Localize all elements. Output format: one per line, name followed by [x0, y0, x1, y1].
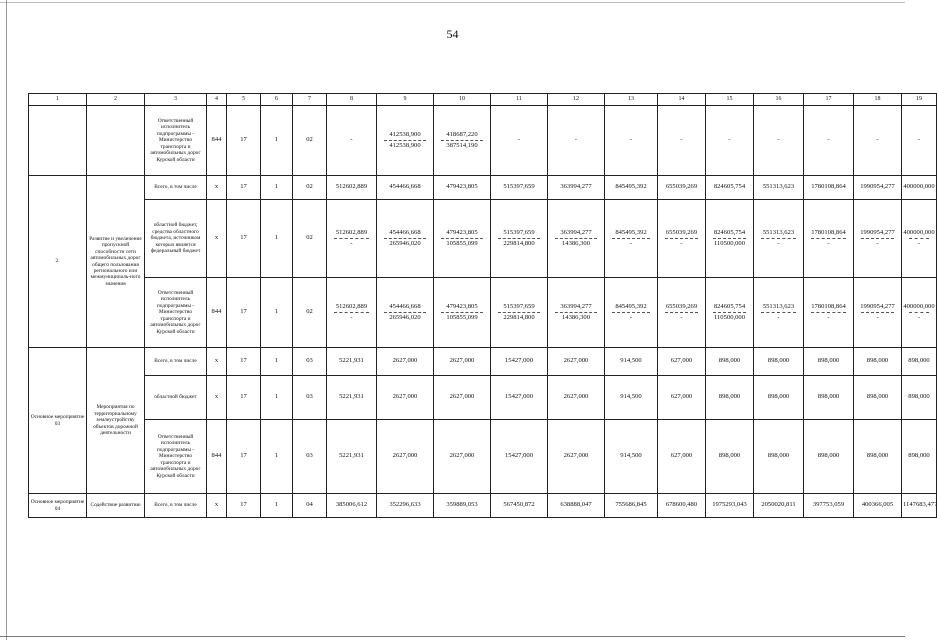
item-description: Мероприятия по территориальному землеустройству объектов дорожной деятельности	[87, 348, 145, 494]
item-number: Основное мероприятие 03	[29, 348, 87, 494]
value-cell: 400000,000 -	[902, 200, 937, 278]
value-cell: 551313,623	[754, 176, 804, 200]
value-cell: 454466,668 265946,020	[377, 278, 434, 348]
value-cell: 914,500	[605, 376, 658, 420]
value-cell: 914,500	[605, 420, 658, 494]
value-cell: 898,000	[804, 348, 854, 376]
budget-source-label: областной бюджет	[145, 376, 207, 420]
code-cell: 17	[227, 200, 261, 278]
value-cell: 363994,277 14386,300	[548, 200, 605, 278]
header-cell: 15	[706, 94, 754, 106]
total-label: Всего, в том числе	[145, 176, 207, 200]
value-cell: 898,000	[804, 420, 854, 494]
header-cell: 8	[327, 94, 377, 106]
code-cell: 17	[227, 106, 261, 176]
value-cell: 418687,220 387514,190	[434, 106, 491, 176]
value-cell: 454466,668 265946,020	[377, 200, 434, 278]
value-cell: 824605,754	[706, 176, 754, 200]
value-cell: 898,000	[804, 376, 854, 420]
code-cell: 02	[293, 278, 327, 348]
code-cell: x	[207, 200, 227, 278]
value-cell: 845495,392 -	[605, 200, 658, 278]
value-cell: 1975293,043	[706, 494, 754, 518]
value-cell: 15427,000	[491, 348, 548, 376]
value-cell: -	[605, 106, 658, 176]
header-cell: 1	[29, 94, 87, 106]
value-cell: 15427,000	[491, 376, 548, 420]
scan-bottom-edge	[0, 636, 905, 637]
code-cell: 1	[261, 200, 293, 278]
value-cell: -	[754, 106, 804, 176]
code-cell: 02	[293, 176, 327, 200]
value-cell: 898,000	[754, 376, 804, 420]
table-row	[29, 494, 937, 518]
code-cell: 1	[261, 420, 293, 494]
value-cell: 363994,277	[548, 176, 605, 200]
value-cell: 512602,889 -	[327, 278, 377, 348]
value-cell: 567450,872	[491, 494, 548, 518]
code-cell: 17	[227, 376, 261, 420]
header-cell: 13	[605, 94, 658, 106]
code-cell: 17	[227, 176, 261, 200]
header-cell: 14	[658, 94, 706, 106]
value-cell: 898,000	[902, 376, 937, 420]
header-row	[29, 94, 937, 106]
code-cell: 02	[293, 200, 327, 278]
code-cell: 1	[261, 376, 293, 420]
code-cell: 844	[207, 278, 227, 348]
header-cell: 12	[548, 94, 605, 106]
value-cell: -	[327, 106, 377, 176]
header-cell: 16	[754, 94, 804, 106]
value-cell: 655039,269 -	[658, 200, 706, 278]
table-row	[29, 376, 937, 420]
scan-top-edge	[0, 2, 905, 3]
value-cell: 2627,000	[377, 348, 434, 376]
value-cell: 755686,845	[605, 494, 658, 518]
code-cell: 02	[293, 106, 327, 176]
header-cell: 18	[854, 94, 902, 106]
value-cell: 2627,000	[377, 376, 434, 420]
code-cell: 844	[207, 420, 227, 494]
value-cell: 359889,053	[434, 494, 491, 518]
budget-source-label: областной бюджет, средства областного бюджета, источником которых является федеральный бюджет	[145, 200, 207, 278]
value-cell: 627,000	[658, 376, 706, 420]
header-cell: 4	[207, 94, 227, 106]
value-cell: -	[491, 106, 548, 176]
code-cell: x	[207, 494, 227, 518]
value-cell: 845495,392	[605, 176, 658, 200]
table-row	[29, 278, 937, 348]
value-cell: 1990954,277	[854, 176, 902, 200]
code-cell: 03	[293, 348, 327, 376]
value-cell: 352296,633	[377, 494, 434, 518]
table-row	[29, 348, 937, 376]
value-cell: 2627,000	[434, 420, 491, 494]
table-row	[29, 200, 937, 278]
value-cell: 2627,000	[377, 420, 434, 494]
header-cell: 3	[145, 94, 207, 106]
table-row	[29, 420, 937, 494]
value-cell: 515397,659 229814,800	[491, 278, 548, 348]
code-cell: x	[207, 176, 227, 200]
value-cell: 898,000	[854, 376, 902, 420]
value-cell: 655039,269	[658, 176, 706, 200]
value-cell: -	[804, 106, 854, 176]
code-cell: x	[207, 376, 227, 420]
value-cell: 824605,754 110500,000	[706, 200, 754, 278]
responsible-cell: Ответственный исполнитель подпрограммы - Министерство транспорта и автомобильных дорог Курской области	[145, 278, 207, 348]
value-cell: 898,000	[706, 420, 754, 494]
code-cell: x	[207, 348, 227, 376]
value-cell: 898,000	[754, 420, 804, 494]
total-label: Всего, в том числе	[145, 348, 207, 376]
value-cell: 385006,612	[327, 494, 377, 518]
code-cell: 04	[293, 494, 327, 518]
value-cell: 898,000	[706, 348, 754, 376]
responsible-cell: Ответственный исполнитель подпрограммы - Министерство транспорта и автомобильных дорог Курской области	[145, 420, 207, 494]
code-cell: 03	[293, 420, 327, 494]
header-cell: 11	[491, 94, 548, 106]
value-cell: 512602,889	[327, 176, 377, 200]
value-cell: 898,000	[902, 420, 937, 494]
code-cell: 17	[227, 420, 261, 494]
value-cell: 914,500	[605, 348, 658, 376]
value-cell: 1990954,277 -	[854, 278, 902, 348]
value-cell: -	[548, 106, 605, 176]
value-cell: 2627,000	[434, 376, 491, 420]
value-cell: 512602,889 -	[327, 200, 377, 278]
code-cell: 844	[207, 106, 227, 176]
value-cell: 898,000	[854, 348, 902, 376]
value-cell: 2050020,811	[754, 494, 804, 518]
value-cell: 1780108,864 -	[804, 200, 854, 278]
value-cell: 363994,277 14386,300	[548, 278, 605, 348]
table-row	[29, 176, 937, 200]
value-cell: 400000,000	[902, 176, 937, 200]
item-number: 2.	[29, 176, 87, 348]
value-cell: 515397,659 229814,800	[491, 200, 548, 278]
value-cell: -	[902, 106, 937, 176]
code-cell: 03	[293, 376, 327, 420]
value-cell: 479423,805	[434, 176, 491, 200]
empty-cell	[29, 106, 87, 176]
value-cell: 397753,059	[804, 494, 854, 518]
value-cell: 2627,000	[548, 348, 605, 376]
value-cell: 824605,754 110500,000	[706, 278, 754, 348]
header-cell: 2	[87, 94, 145, 106]
value-cell: 2627,000	[548, 376, 605, 420]
value-cell: 1780108,864	[804, 176, 854, 200]
value-cell: 627,000	[658, 420, 706, 494]
item-description: Содействие развитию	[87, 494, 145, 518]
value-cell: -	[854, 106, 902, 176]
code-cell: 1	[261, 348, 293, 376]
value-cell: 627,000	[658, 348, 706, 376]
value-cell: 551313,623 -	[754, 278, 804, 348]
value-cell: 1990954,277 -	[854, 200, 902, 278]
header-cell: 9	[377, 94, 434, 106]
value-cell: 638888,047	[548, 494, 605, 518]
value-cell: 898,000	[706, 376, 754, 420]
value-cell: 655039,269 -	[658, 278, 706, 348]
value-cell: 898,000	[754, 348, 804, 376]
code-cell: 17	[227, 278, 261, 348]
value-cell: 5221,931	[327, 348, 377, 376]
header-cell: 10	[434, 94, 491, 106]
value-cell: 479423,805 105855,099	[434, 200, 491, 278]
header-cell: 7	[293, 94, 327, 106]
value-cell: 400366,005	[854, 494, 902, 518]
code-cell: 1	[261, 176, 293, 200]
item-description: Развитие и увеличение пропускной способности сети автомобильных дорог общего пользования регионального или межмуниципаль-ного значения	[87, 176, 145, 348]
value-cell: 898,000	[854, 420, 902, 494]
value-cell: -	[706, 106, 754, 176]
value-cell: 898,000	[902, 348, 937, 376]
code-cell: 17	[227, 348, 261, 376]
value-cell: 1780108,864 -	[804, 278, 854, 348]
budget-table	[28, 93, 937, 518]
value-cell: 551313,623 -	[754, 200, 804, 278]
header-cell: 17	[804, 94, 854, 106]
table-row	[29, 106, 937, 176]
code-cell: 1	[261, 494, 293, 518]
header-cell: 19	[902, 94, 937, 106]
value-cell: 845495,392 -	[605, 278, 658, 348]
page-number: 54	[446, 27, 459, 41]
value-cell: -	[658, 106, 706, 176]
value-cell: 400000,000 -	[902, 278, 937, 348]
value-cell: 479423,805 105855,099	[434, 278, 491, 348]
header-cell: 6	[261, 94, 293, 106]
value-cell: 2627,000	[434, 348, 491, 376]
empty-cell	[87, 106, 145, 176]
item-number: Основное мероприятие 04	[29, 494, 87, 518]
code-cell: 1	[261, 106, 293, 176]
value-cell: 454466,668	[377, 176, 434, 200]
header-cell: 5	[227, 94, 261, 106]
total-label: Всего, в том числе	[145, 494, 207, 518]
code-cell: 17	[227, 494, 261, 518]
value-cell: 678600,480	[658, 494, 706, 518]
responsible-cell: Ответственный исполнитель подпрограммы - Министерство транспорта и автомобильных дорог Курской области	[145, 106, 207, 176]
value-cell: 2627,000	[548, 420, 605, 494]
value-cell: 15427,000	[491, 420, 548, 494]
value-cell: 5221,931	[327, 420, 377, 494]
value-cell: 515397,659	[491, 176, 548, 200]
scan-left-edge	[6, 0, 7, 640]
code-cell: 1	[261, 278, 293, 348]
value-cell: 5221,931	[327, 376, 377, 420]
value-cell: 1147683,477	[902, 494, 937, 518]
value-cell: 412538,900 412538,900	[377, 106, 434, 176]
